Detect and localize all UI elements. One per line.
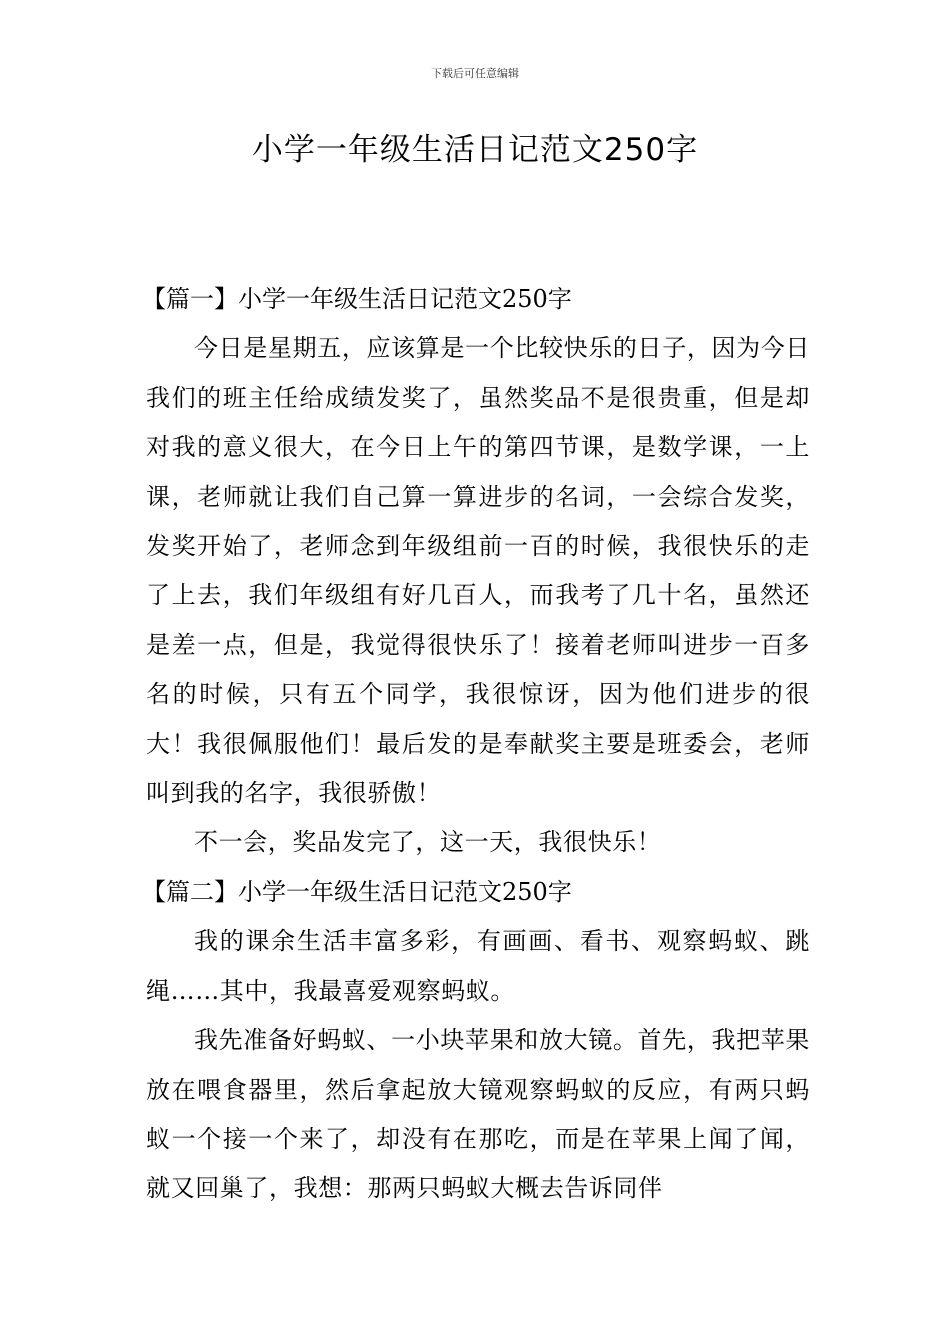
paragraph: 我先准备好蚂蚁、一小块苹果和放大镜。首先，我把苹果放在喂食器里，然后拿起放大镜观察蚂蚁的反应，有两只蚂蚁一个接一个来了，却没有在那吃，而是在苹果上闻了闻，就又回巢了，我想：那两只蚂蚁大概去告诉同伴 xyxy=(146,1026,810,1203)
document-body xyxy=(142,275,810,1214)
paragraph: 不一会，奖品发完了，这一天，我很快乐！ xyxy=(194,828,662,857)
paragraph: 我的课余生活丰富多彩，有画画、看书、观察蚂蚁、跳绳……其中，我最喜爱观察蚂蚁。 xyxy=(146,927,810,1005)
section-heading-1: 【篇一】小学一年级生活日记范文250字 xyxy=(142,285,572,313)
section-heading-2: 【篇二】小学一年级生活日记范文250字 xyxy=(142,877,572,906)
page-title: 小学一年级生活日记范文250字 xyxy=(251,132,699,168)
paragraph: 今日是星期五，应该算是一个比较快乐的日子，因为今日我们的班主任给成绩发奖了，虽然奖品不是很贵重，但是却对我的意义很大，在今日上午的第四节课，是数学课，一上课，老师就让我们自己算一算进步的名词，一会综合发奖，发奖开始了，老师念到年级组前一百的时候，我很快乐的走了上去，我们年级组有好几百人，而我考了几十名，虽然还是差一点，但是，我觉得很快乐了！接着老师叫进步一百多名的时候，只有五个同学，我很惊讶，因为他们进步的很大！我很佩服他们！最后发的是奉献奖主要是班委会，老师叫到我的名字，我很骄傲！ xyxy=(146,334,810,808)
header-note: 下载后可任意编辑 xyxy=(431,67,519,80)
